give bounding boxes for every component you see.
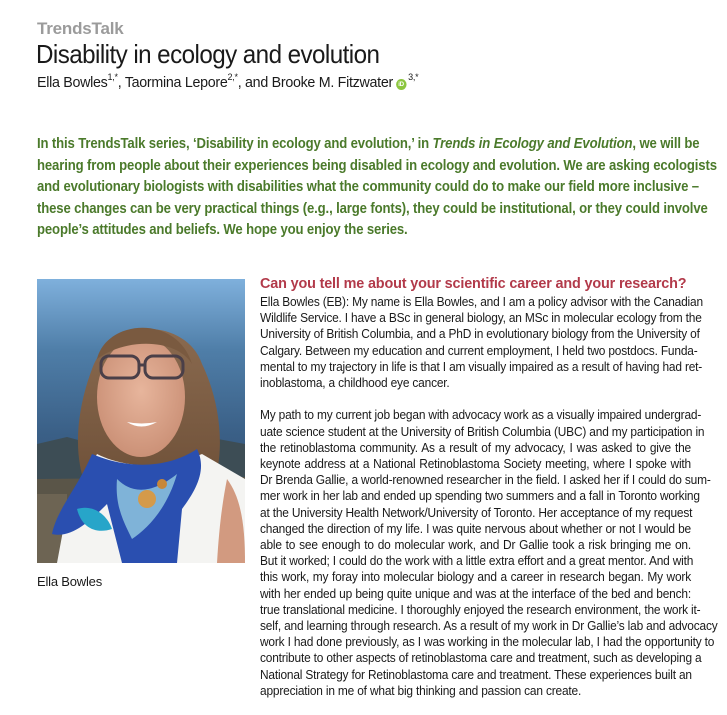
answer-line: Ella Bowles (EB): My name is Ella Bowles, and I am a policy advisor with the Canadian (260, 294, 703, 309)
answer-paragraph (260, 407, 718, 699)
intro-line: these changes can be very practical things (e.g., large fonts), they could be institutional, or they could involve (37, 200, 708, 217)
answer-line: able to see enough to do molecular work, and Dr Gallie took a risk bringing me on. (260, 537, 691, 553)
answer-line: the retinoblastoma community. As a result of my advocacy, I was asked to give the (260, 439, 691, 455)
answer-line: at the University Health Network/University of Toronto. Her acceptance of my request (260, 504, 693, 520)
author-affiliation[interactable]: 1,* (107, 72, 118, 83)
interview-answer (260, 294, 718, 715)
answer-line: mental to my trajectory in life is that I am visually impaired as a result of having had ret- (260, 358, 703, 374)
intro-line (37, 134, 700, 156)
answer-line: Calgary. Between my education and current employment, I held two postdocs. Funda- (260, 342, 698, 358)
series-label: TrendsTalk (37, 19, 124, 38)
author-separator: , and (237, 74, 272, 91)
article-title: Disability in ecology and evolution (36, 39, 380, 69)
intro-line: people’s attitudes and beliefs. We hope you enjoy the series. (37, 222, 408, 239)
interview-question: Can you tell me about your scientific career and your research? (260, 276, 687, 292)
author-affiliation[interactable]: 3,* (408, 72, 419, 83)
answer-line: Wildlife Service. I have a BSc in general biology, an MSc in molecular ecology from the (260, 310, 702, 326)
author-name[interactable]: Brooke M. Fitzwater (271, 74, 393, 91)
photo-caption: Ella Bowles (37, 574, 102, 589)
answer-line: But it worked; I could do the work with a little extra effort and a great mentor. And with (260, 553, 694, 569)
orcid-icon[interactable]: iD (396, 79, 406, 90)
portrait-photo (37, 279, 245, 563)
answer-line: uate science student at the University of British Columbia (UBC) and my participation in (260, 423, 705, 439)
answer-line: with her ended up being quite unique and was at the interface of the bed and bench: (260, 585, 691, 601)
intro-text: , we will be (632, 136, 700, 152)
answer-line: mer work in her lab and ended up spending two summers and a fall in Toronto working (260, 488, 700, 504)
author-separator: , (117, 74, 125, 91)
answer-line: self, and learning through research. As a result of my work in Dr Gallie’s lab and advocacy (260, 618, 718, 634)
answer-line: changed the direction of my life. I was quite nervous about whether or not I would be (260, 520, 691, 536)
portrait-image (37, 279, 245, 563)
answer-line: this work, my foray into molecular biology and a career in research began. My work (260, 569, 691, 585)
answer-line: work I had done previously, as I was working in the molecular lab, I had the opportunity to (260, 634, 715, 650)
answer-paragraph (260, 294, 703, 391)
answer-line: National Strategy for Retinoblastoma care and treatment. These experiences built an (260, 666, 692, 682)
answer-line: contribute to other aspects of retinoblastoma care and treatment, such as developing a (260, 650, 702, 666)
intro-line: hearing from people about their experiences being disabled in ecology and evolution. We are asking ecologists (37, 157, 717, 174)
answer-line: My path to my current job began with advocacy work as a visually impaired undergrad- (260, 407, 702, 423)
answer-line: University of British Columbia, and a PhD in evolutionary biology from the University of (260, 326, 700, 342)
answer-line: appreciation in me of what big thinking and passion can create. (260, 682, 582, 698)
answer-line: true translational medicine. I thoroughly enjoyed the research environment, the work it- (260, 601, 701, 617)
author-list (37, 73, 418, 91)
author-affiliation[interactable]: 2,* (227, 72, 238, 83)
author-name[interactable]: Ella Bowles (37, 74, 108, 91)
intro-text: In this TrendsTalk series, ‘Disability in ecology and evolution,’ in (37, 136, 433, 152)
author-name[interactable]: Taormina Lepore (124, 74, 228, 91)
journal-name: Trends in Ecology and Evolution (432, 136, 633, 152)
answer-line: Dr Brenda Gallie, a world-renowned researcher in the field. I asked her if I could do sum- (260, 472, 711, 488)
answer-line: inoblastoma, a childhood eye cancer. (260, 375, 450, 391)
series-intro (37, 134, 717, 242)
answer-line: keynote address at a National Retinoblastoma Society meeting, where I spoke with (260, 456, 691, 472)
intro-line: and evolutionary biologists with disabilities what the community could do to make our field more inclusive – (37, 179, 699, 196)
